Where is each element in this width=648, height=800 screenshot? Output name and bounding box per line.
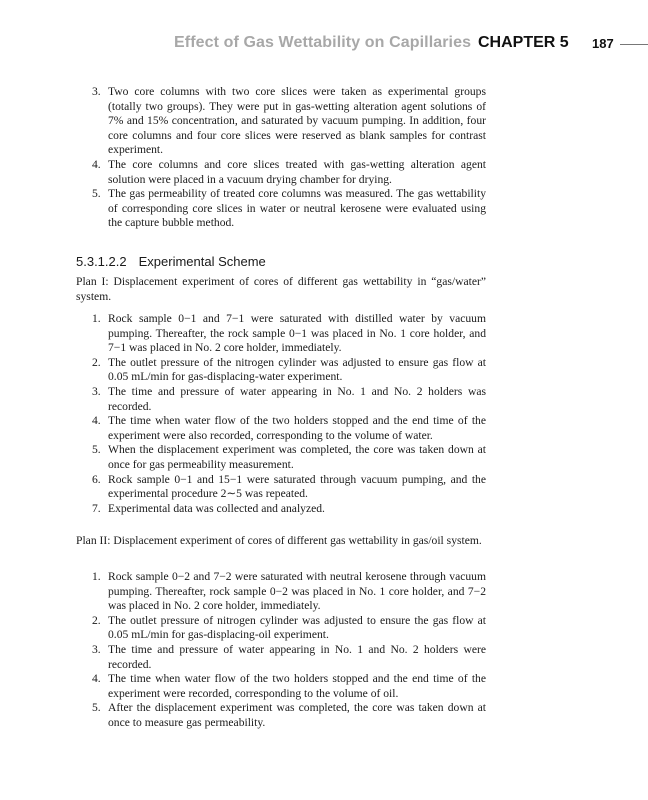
list-item <box>92 187 486 231</box>
list-item <box>92 502 486 517</box>
list-item <box>92 473 486 502</box>
list-text: The core columns and core slices treated with gas-wetting alteration agent solution were placed in a vacuum drying chamber for drying. <box>108 157 486 186</box>
header-rule <box>620 44 648 45</box>
list-text: Rock sample 0−1 and 15−1 were saturated through vacuum pumping, and the experimental procedure 2∼5 was repeated. <box>108 472 486 501</box>
page-number: 187 <box>592 36 614 51</box>
list-item <box>92 356 486 385</box>
list-number: 4. <box>92 672 101 686</box>
list-number: 3. <box>92 384 101 398</box>
chapter-label: CHAPTER 5 <box>478 34 569 51</box>
list-item <box>92 570 486 614</box>
list-text: When the displacement experiment was completed, the core was taken down at once for gas permeability measurement. <box>108 443 486 471</box>
plan1-steps <box>92 312 486 516</box>
list-number: 2. <box>92 613 101 627</box>
running-title: Effect of Gas Wettability on Capillaries <box>174 34 472 51</box>
list-number: 1. <box>92 312 101 325</box>
list-item <box>92 443 486 472</box>
list-number: 2. <box>92 355 101 369</box>
list-text: Experimental data was collected and analyzed. <box>108 501 325 515</box>
list-number: 1. <box>92 570 101 583</box>
list-item <box>92 312 486 356</box>
list-text: The time when water flow of the two holders stopped and the end time of the experiment were recorded, corresponding to the volume of oil. <box>108 672 486 700</box>
procedure-list-top <box>92 85 486 231</box>
list-text: Two core columns with two core slices were taken as experimental groups (totally two groups). They were put in gas-wetting alteration agent solutions of 7% and 15% concentration, and saturated by vacuum pumping. In addition, four core columns and four core slices were reserved as blank samples for contrast experiment. <box>108 85 486 157</box>
list-text: The outlet pressure of nitrogen cylinder was adjusted to ensure the gas flow at 0.05 mL/min for gas-displacing-oil experiment. <box>108 613 486 642</box>
list-text: The time and pressure of water appearing in No. 1 and No. 2 holders was recorded. <box>108 384 486 413</box>
list-number: 3. <box>92 85 101 98</box>
running-header <box>0 34 648 54</box>
list-number: 5. <box>92 187 101 201</box>
list-item <box>92 643 486 672</box>
list-text: The time when water flow of the two holders stopped and the end time of the experiment were also recorded, corresponding to the volume of water. <box>108 414 486 442</box>
list-number: 4. <box>92 157 101 171</box>
list-text: Rock sample 0−1 and 7−1 were saturated with distilled water by vacuum pumping. Thereafter, the rock sample 0−1 was placed in No. 1 core holder, and 7−1 was placed in No. 2 core holder, immediately. <box>108 312 486 355</box>
list-number: 5. <box>92 443 101 457</box>
list-number: 7. <box>92 501 101 515</box>
list-item <box>92 385 486 414</box>
list-text: The time and pressure of water appearing in No. 1 and No. 2 holders were recorded. <box>108 642 486 671</box>
section-number: 5.3.1.2.2 <box>76 254 127 269</box>
list-item <box>92 85 486 158</box>
list-text: After the displacement experiment was completed, the core was taken down at once to measure gas permeability. <box>108 701 486 729</box>
list-text: The gas permeability of treated core columns was measured. The gas wettability of corresponding core slices in water or neutral kerosene were evaluated using the capture bubble method. <box>108 187 486 230</box>
list-number: 4. <box>92 414 101 428</box>
list-item <box>92 701 486 730</box>
list-item <box>92 158 486 187</box>
list-item <box>92 672 486 701</box>
list-item <box>92 414 486 443</box>
section-heading <box>76 254 266 269</box>
list-text: Rock sample 0−2 and 7−2 were saturated with neutral kerosene through vacuum pumping. Thereafter, rock sample 0−2 was placed in No. 1 core holder, and 7−2 was placed in No. 2 core holder, immediately. <box>108 570 486 613</box>
section-title: Experimental Scheme <box>138 254 266 269</box>
list-number: 6. <box>92 472 101 486</box>
list-text: The outlet pressure of the nitrogen cylinder was adjusted to ensure gas flow at 0.05 mL/min for gas-displacing-water experiment. <box>108 355 486 384</box>
list-item <box>92 614 486 643</box>
list-number: 3. <box>92 642 101 656</box>
plan2-intro: Plan II: Displacement experiment of cores of different gas wettability in gas/oil system. <box>76 534 482 547</box>
plan1-intro: Plan I: Displacement experiment of cores of different gas wettability in “gas/water” system. <box>76 275 486 303</box>
plan2-steps <box>92 570 486 731</box>
list-number: 5. <box>92 701 101 715</box>
